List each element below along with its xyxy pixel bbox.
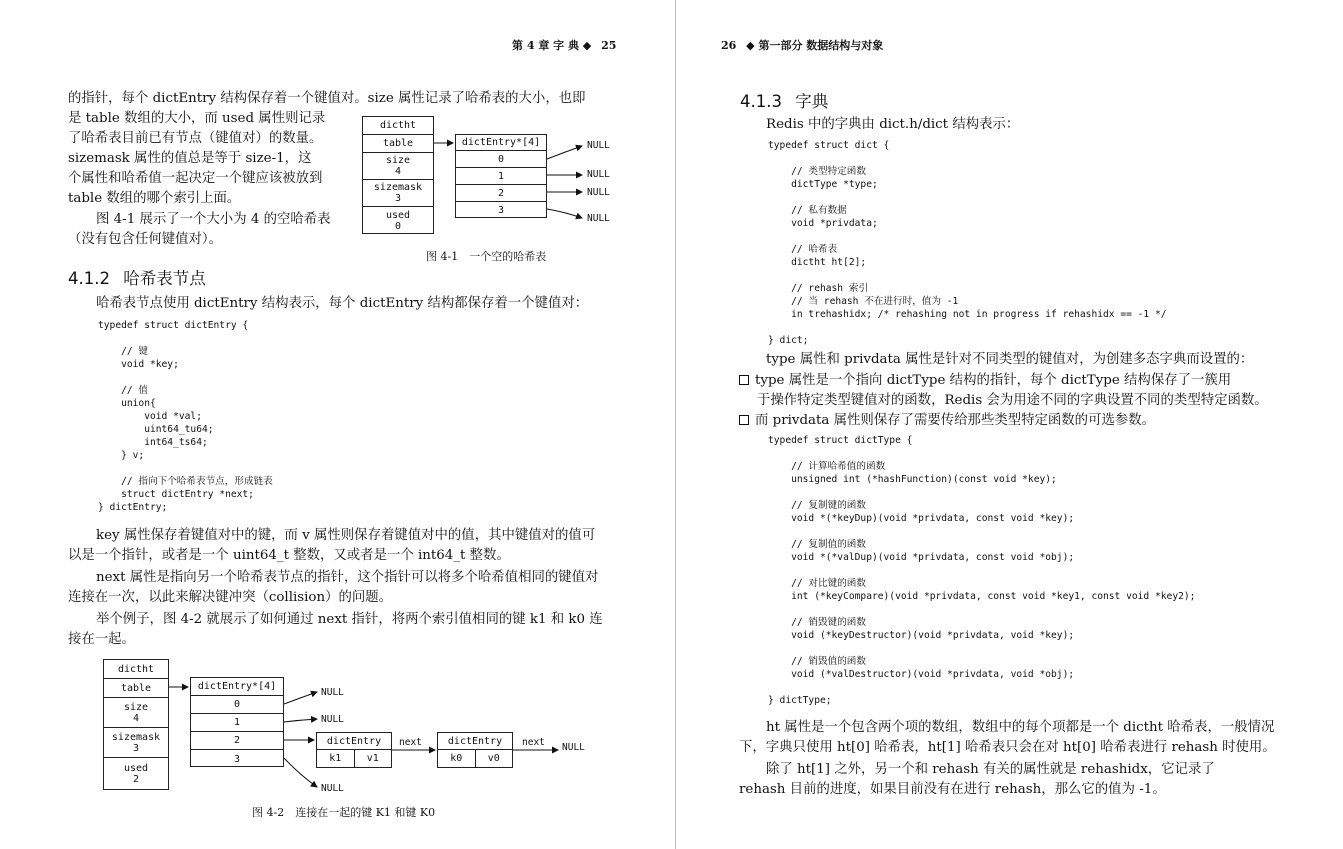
code-block: typedef struct dict { // 类型特定函数 dictType *type; // 私有数据 void *privdata; // 哈希表 dictht ht[2]; // rehash 索引 // 当 rehash 不在进行时，值为 -1 in trehashidx; /* rehashing not in progress if rehashidx == -1 */ } dict; [768,140,1167,346]
para-line: sizemask 属性的值总是等于 size-1，这 [68,151,312,166]
array-slot: 0 [191,696,283,714]
checkbox-bullet-icon [739,375,749,385]
para-line: 图 4-1 展示了一个大小为 4 的空哈希表 [96,212,331,227]
paragraph: 哈希表节点使用 dictEntry 结构表示，每个 dictEntry 结构都保存着一个键值对： [96,296,589,311]
entry-value: v0 [487,753,500,764]
dictht-title: dictht [104,660,168,679]
checkbox-bullet-icon [739,415,749,425]
para-line: ht 属性是一个包含两个项的数组，数组中的每个项都是一个 dictht 哈希表，一般情况 [766,720,1275,735]
array-title: dictEntry*[4] [191,678,283,696]
dictht-title: dictht [363,117,433,135]
array-title: dictEntry*[4] [456,135,546,151]
entry-key: k0 [438,750,476,767]
null-label: NULL [562,742,585,753]
entry-value: v1 [366,753,379,764]
section-title: 哈希表节点 [123,269,206,288]
null-label: NULL [587,140,610,151]
dictht-table: table [363,135,433,153]
section-number: 4.1.2 [68,269,110,288]
bullet-continuation: 于操作特定类型键值对的函数，Redis 会为用途不同的字典设置不同的类型特定函数。 [757,393,1268,408]
array-slot: 0 [456,151,546,168]
array-slot: 1 [456,168,546,185]
chapter-title: 第 4 章 字 典 ◆ [512,39,592,52]
para-line: 除了 ht[1] 之外，另一个和 rehash 有关的属性就是 rehashidx，它记录了 [766,762,1215,777]
null-label: NULL [321,783,344,794]
next-label: next [399,737,422,748]
null-label: NULL [321,687,344,698]
dictht-used: used 0 [385,210,411,232]
section-heading [740,88,828,112]
entry-title: dictEntry [438,733,512,750]
running-header [721,37,883,53]
para-line: （没有包含任何键值对）。 [68,232,222,247]
section-title: 字典 [795,92,829,111]
null-label: NULL [587,213,610,224]
code-block: typedef struct dictType { // 计算哈希值的函数 unsigned int (*hashFunction)(const void *key); // 复制键的函数 void *(*keyDup)(void *privdata, const void *key); // 复制值的函数 void *(*valDup)(void *privdata, const void *obj); // 对比键的函数 int (*keyCompare)(void *privdata, const void *key1, const void *key2); // 销毁键的函数 void (*keyDestructor)(void *privdata, void *key); // 销毁值的函数 void (*valDestructor)(void *privdata, void *obj); } dictType; [768,435,1196,706]
dictht-size: size 4 [363,153,433,180]
array-slot: 2 [456,185,546,202]
figure-caption: 图 4-1 一个空的哈希表 [426,250,547,263]
paragraph: Redis 中的字典由 dict.h/dict 结构表示： [766,117,1020,132]
entry-title: dictEntry [317,733,391,750]
bullet-text: type 属性是一个指向 dictType 结构的指针，每个 dictType 结构保存了一簇用 [755,373,1232,388]
null-label: NULL [587,187,610,198]
figure-caption: 图 4-2 连接在一起的键 K1 和键 K0 [252,806,436,819]
para-line: 接在一起。 [68,632,135,647]
para-line: 个属性和哈希值一起决定一个键应该被放到 [68,171,323,186]
array-slot: 2 [191,732,283,750]
part-title: ◆ 第一部分 数据结构与对象 [746,39,884,52]
para-line: 下，字典只使用 ht[0] 哈希表，ht[1] 哈希表只会在对 ht[0] 哈希表进行 rehash 时使用。 [739,740,1276,755]
dictht-sizemask: sizemask 3 [363,180,433,207]
para-line: 是 table 数组的大小，而 used 属性则记录 [68,111,326,126]
section-number: 4.1.3 [740,92,782,111]
null-label: NULL [587,169,610,180]
array-slot: 3 [497,205,505,216]
para-line: rehash 目前的进度，如果目前没有在进行 rehash，那么它的值为 -1。 [739,782,1166,797]
dictht-table: table [104,679,168,698]
page-number: 25 [601,39,617,52]
para-line: 举个例子，图 4-2 就展示了如何通过 next 指针，将两个索引值相同的键 k1 和 k0 连 [96,612,603,627]
paragraph: type 属性和 privdata 属性是针对不同类型的键值对，为创建多态字典而设置的： [766,352,1254,367]
page-number: 26 [721,39,737,52]
dictht-sizemask: sizemask 3 [104,728,168,758]
code-block: typedef struct dictEntry { // 键 void *key; // 值 union{ void *val; uint64_tu64; int64_ts64; } v; // 指向下个哈希表节点，形成链表 struct dictEntry *next; } dictEntry; [98,320,273,513]
bullet-text: 而 privdata 属性则保存了需要传给那些类型特定函数的可选参数。 [755,413,1156,428]
entry-key: k1 [317,750,355,767]
bullet-item [739,371,1231,391]
array-slot: 3 [233,753,241,765]
para-line: key 属性保存着键值对中的键，而 v 属性则保存着键值对中的值，其中键值对的值可 [96,528,596,543]
para-line: 连接在一次，以此来解决键冲突（collision）的问题。 [68,590,393,605]
para-line: table 数组的哪个索引上面。 [68,191,241,206]
para-line: 了哈希表目前已有节点（键值对）的数量。 [68,131,323,146]
array-slot: 1 [191,714,283,732]
dictht-used: used 2 [123,762,149,785]
right-page [677,0,1343,849]
bullet-item [739,411,1155,431]
null-label: NULL [321,714,344,725]
para-line: 以是一个指针，或者是一个 uint64_t 整数，又或者是一个 int64_t 整数。 [68,548,510,563]
next-label: next [522,737,545,748]
para-line: 的指针，每个 dictEntry 结构保存着一个键值对。size 属性记录了哈希表的大小，也即 [68,91,586,106]
dictht-size: size 4 [104,698,168,728]
para-line: next 属性是指向另一个哈希表节点的指针，这个指针可以将多个哈希值相同的键值对 [96,570,599,585]
